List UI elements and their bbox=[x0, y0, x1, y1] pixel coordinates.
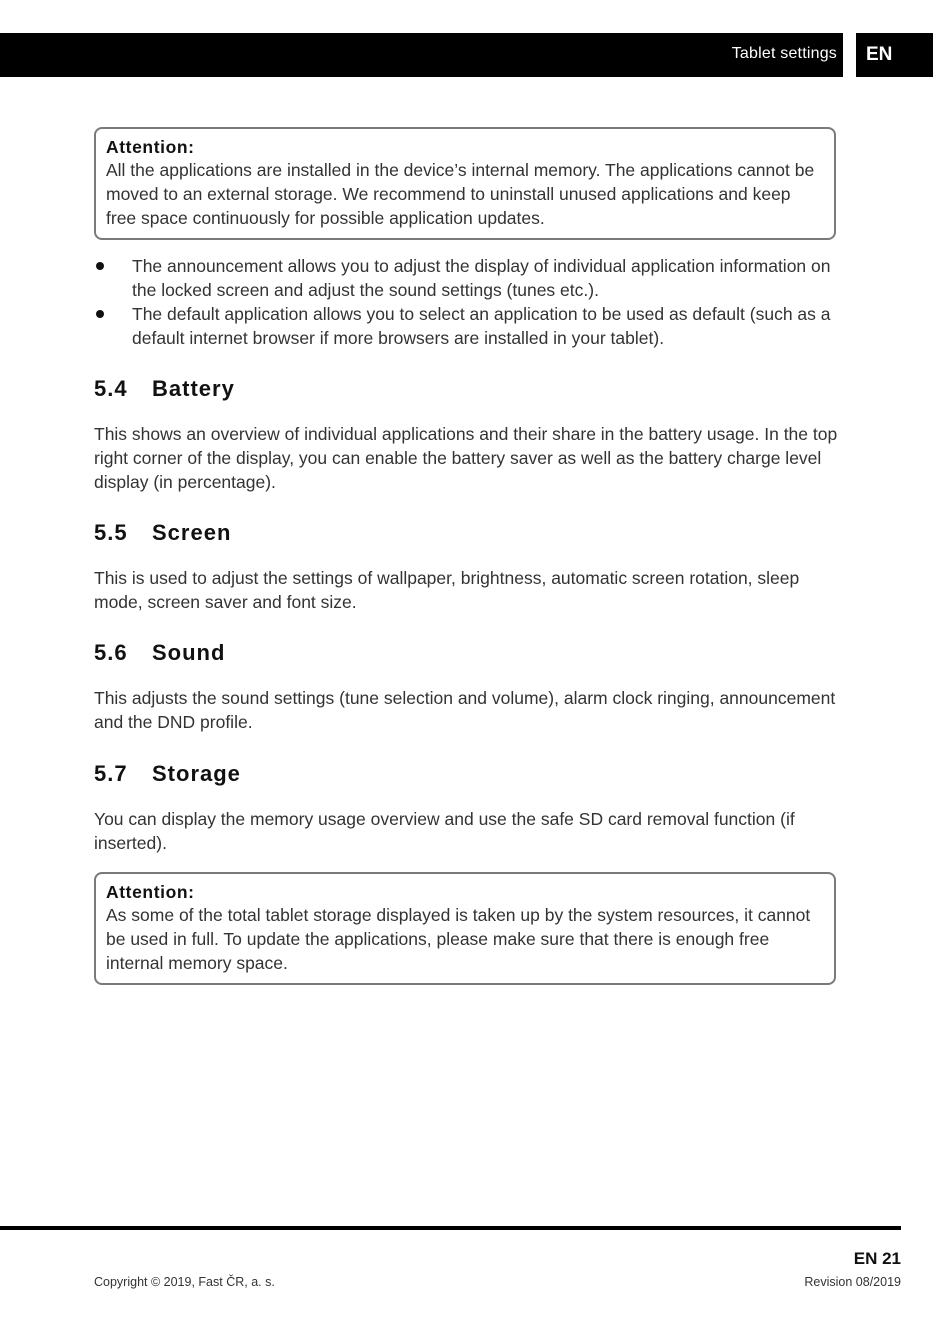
language-label: EN bbox=[866, 44, 893, 65]
copyright-text: Copyright © 2019, Fast ČR, a. s. bbox=[94, 1275, 275, 1289]
section-number: 5.5 bbox=[94, 520, 128, 545]
attention-text: As some of the total tablet storage displayed is taken up by the system resources, it cannot be used in full. To update the applications, please make sure that there is enough free internal memory space. bbox=[106, 905, 811, 973]
list-item bbox=[94, 254, 838, 302]
revision-text: Revision 08/2019 bbox=[804, 1275, 901, 1289]
footer-divider bbox=[0, 1226, 901, 1230]
page-number: EN 21 bbox=[853, 1249, 901, 1268]
bullet-icon bbox=[96, 262, 104, 270]
header-section-title: Tablet settings bbox=[731, 45, 837, 62]
section-title: Battery bbox=[152, 376, 235, 401]
bullet-list bbox=[94, 254, 838, 350]
bullet-icon bbox=[96, 310, 104, 318]
section-text-sound: This adjusts the sound settings (tune selection and volume), alarm clock ringing, announcement and the DND profile. bbox=[94, 688, 836, 732]
section-heading-sound bbox=[94, 640, 225, 666]
section-text-battery: This shows an overview of individual applications and their share in the battery usage. In the top right corner of the display, you can enable the battery saver as well as the battery charge level display (in percentage). bbox=[94, 424, 838, 492]
language-tab bbox=[856, 33, 933, 77]
section-heading-storage bbox=[94, 761, 241, 787]
section-title: Storage bbox=[152, 761, 241, 786]
section-number: 5.6 bbox=[94, 640, 128, 665]
section-text-storage: You can display the memory usage overview and use the safe SD card removal function (if inserted). bbox=[94, 809, 795, 853]
attention-box bbox=[94, 127, 836, 240]
attention-text: All the applications are installed in the device’s internal memory. The applications cannot be moved to an external storage. We recommend to uninstall unused applications and keep free space continuously for possible application updates. bbox=[106, 160, 815, 228]
section-heading-screen bbox=[94, 520, 231, 546]
list-item-text: The default application allows you to select an application to be used as default (such as a default internet browser if more browsers are installed in your tablet). bbox=[132, 304, 831, 348]
section-title: Sound bbox=[152, 640, 226, 665]
section-heading-battery bbox=[94, 376, 235, 402]
header-bar bbox=[0, 33, 843, 77]
attention-title: Attention: bbox=[106, 137, 195, 157]
list-item bbox=[94, 302, 838, 350]
attention-box bbox=[94, 872, 836, 985]
section-number: 5.4 bbox=[94, 376, 128, 401]
section-text-screen: This is used to adjust the settings of wallpaper, brightness, automatic screen rotation, sleep mode, screen saver and font size. bbox=[94, 568, 800, 612]
section-number: 5.7 bbox=[94, 761, 128, 786]
attention-title: Attention: bbox=[106, 882, 195, 902]
section-title: Screen bbox=[152, 520, 232, 545]
list-item-text: The announcement allows you to adjust the display of individual application information on the locked screen and adjust the sound settings (tunes etc.). bbox=[132, 256, 831, 300]
